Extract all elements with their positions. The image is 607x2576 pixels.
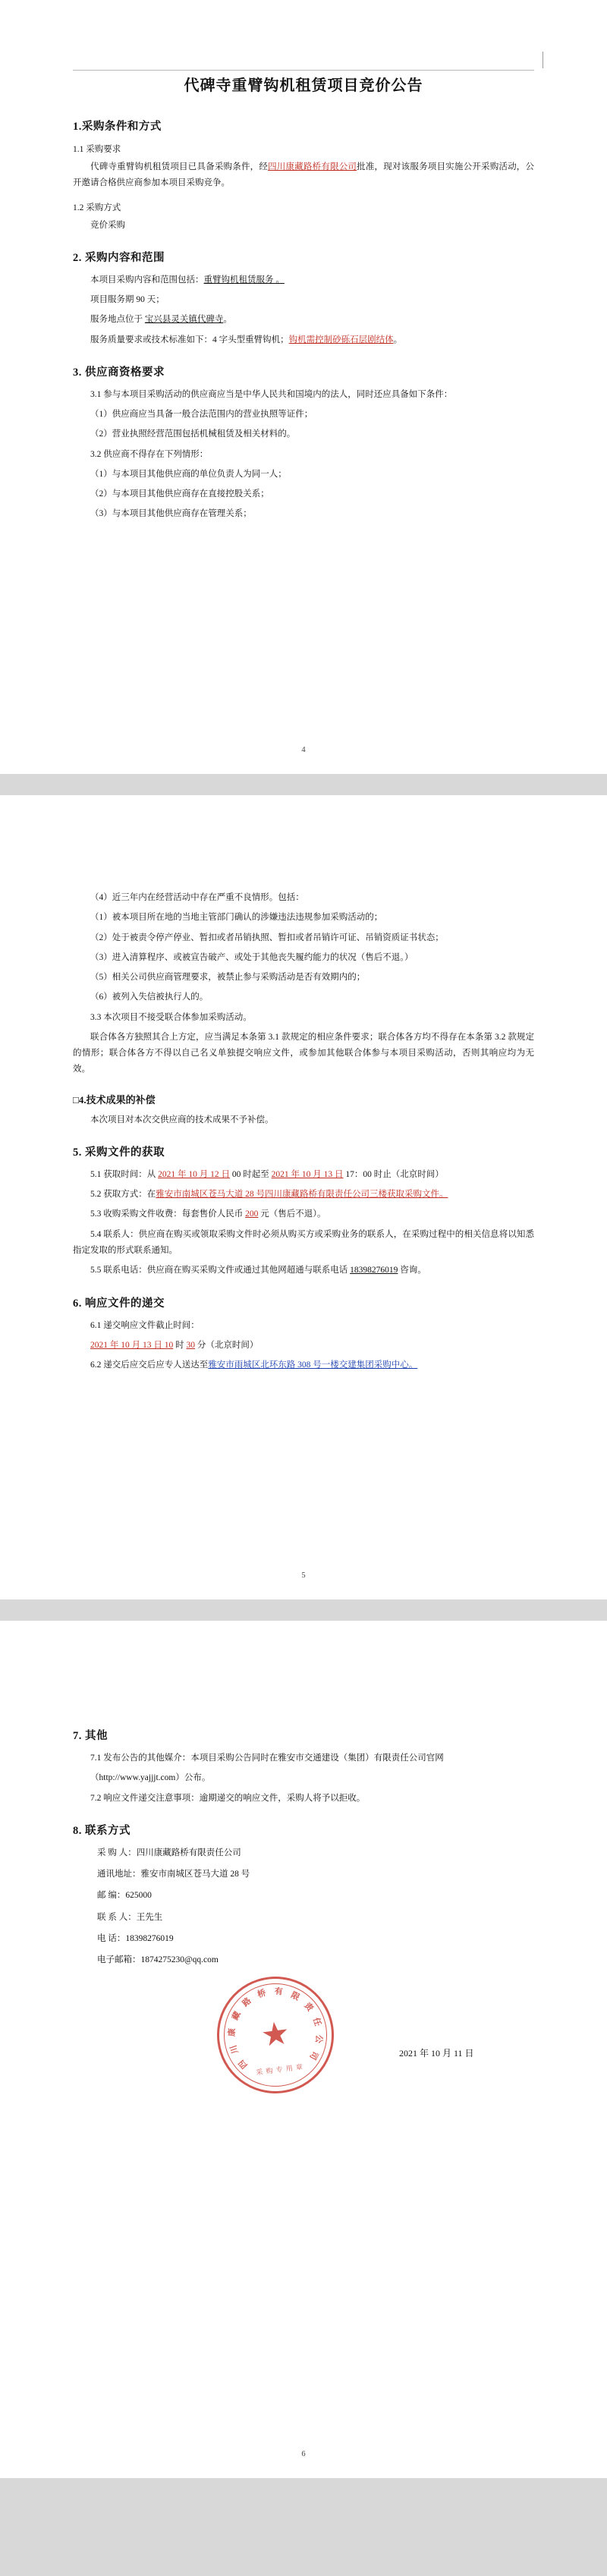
section-1-2-heading: 1.2 采购方式 xyxy=(73,203,121,212)
递交截止-时: 10 xyxy=(164,1340,174,1350)
section-1-1-text-b: 批准，现对该服务项目实施公开采购活动，公开邀请合格供应商参加本项目采购竞争。 xyxy=(73,162,535,188)
section-7-2: 7.2 响应文件递交注意事项：逾期递交的响应文件，采购人将予以拒收。 xyxy=(90,1793,366,1803)
section-3-2-item-5: （5）相关公司供应商管理要求，被禁止参与采购活动是否有效期内的； xyxy=(90,973,366,983)
section-6-2 xyxy=(73,1357,534,1373)
document-page-1 xyxy=(0,0,607,774)
section-4-text: 本次项目对本次交供应商的技术成果不予补偿。 xyxy=(90,1115,274,1124)
document-page-3 xyxy=(0,1621,607,2478)
seal-arc-text: 四 川 康 藏 路 桥 有 限 责 任 公 司 xyxy=(227,1987,324,2071)
section-3-4: 联合体各方独照其合上方定，应当满足本条第 3.1 款规定的相应条件要求；联合体各方均不得存在本条第 3.2 款规定的情形；联合体各方不得以自己名义单独提交响应文件，或参加其他联合体参与本项目采购活动，否则其响应均为无效。 xyxy=(73,1032,534,1074)
tech-standard-value: 钩机需控制砂砾石层剧结体 xyxy=(288,335,394,344)
page-gap-1 xyxy=(0,774,607,795)
section-1-1-text-a: 代碑寺重臂钩机租赁项目已具备采购条件，经 xyxy=(90,162,269,171)
official-seal-stamp xyxy=(210,1971,341,2101)
递交截止-年: 2021 年 xyxy=(90,1340,121,1350)
section-6-2-a: 6.2 递交后应交后应专人送达至 xyxy=(90,1360,209,1370)
section-3-1: 3.1 参与本项目采购活动的供应商应当是中华人民共和国境内的法人，同时还应具备如下条件： xyxy=(90,389,453,399)
section-6-1: 6.1 递交响应文件截止时间： xyxy=(90,1320,200,1330)
section-3-3: 3.3 本次项目不接受联合体参加采购活动。 xyxy=(90,1012,252,1022)
section-5-5-a: 5.5 联系电话：供应商在购买采购文件或通过其他网超通与联系电话 xyxy=(90,1266,351,1275)
company-link[interactable]: 四川康藏路桥有限公司 xyxy=(268,162,357,171)
contact-label: 通讯地址： xyxy=(97,1870,141,1879)
contact-label: 电 话： xyxy=(97,1933,126,1943)
contact-label: 采 购 人： xyxy=(97,1848,137,1857)
section-6-heading: 6. 响应文件的递交 xyxy=(73,1297,165,1310)
contact-row xyxy=(97,1845,534,1861)
section-5-heading: 5. 采购文件的获取 xyxy=(73,1146,165,1159)
section-5-1-a: 5.1 获取时间：从 xyxy=(90,1169,159,1179)
section-1-1-text xyxy=(73,159,534,192)
递交截止-时字: 时 xyxy=(173,1340,187,1350)
section-2-line-4-a: 服务质量要求或技术标准如下：4 字头型重臂钩机； xyxy=(90,335,289,344)
section-3-2-item-4-3: （3）进入清算程序、或被宣告破产、或处于其他丧失履约能力的状况（售后不退。） xyxy=(90,952,414,962)
section-3-2-item-4-1: （1）被本项目所在地的当地主管部门确认的涉嫌违法违规参加采购活动的； xyxy=(90,913,383,923)
section-7-heading: 7. 其他 xyxy=(73,1730,108,1742)
section-5-1 xyxy=(73,1167,534,1183)
section-5-3-a: 5.3 收购采购文件收费：每套售价人民币 xyxy=(90,1209,246,1219)
contact-value: 18398276019 xyxy=(125,1933,174,1943)
递交截止-月: 10 月 xyxy=(121,1340,143,1350)
contact-row xyxy=(97,1867,534,1882)
section-5-4: 5.4 联系人：供应商在购买或领取采购文件时必须从购买方或采购业务的联系人，在采购过程中的相关信息将以知悉指定发取的形式联系通知。 xyxy=(73,1229,534,1255)
section-2-line-3-a: 服务地点位于 xyxy=(90,315,145,325)
section-2-line-3 xyxy=(73,312,534,328)
递交地址: 雅安市雨城区北环东路 308 号一楼交建集团采购中心。 xyxy=(208,1360,418,1370)
section-2-line-4-c: 。 xyxy=(393,335,403,344)
signature-area xyxy=(73,1974,534,2103)
section-3-2-item-4: （4）近三年内在经营活动中存在严重不良情形。包括： xyxy=(90,893,304,902)
section-5-5-b: 咨询。 xyxy=(398,1266,426,1275)
section-2-scope-value: 重臂钩机租赁服务 。 xyxy=(203,275,285,285)
page-number-1: 4 xyxy=(301,746,306,754)
page-gap-2 xyxy=(0,1599,607,1621)
文件售价: 200 xyxy=(245,1209,259,1219)
seal-bottom-text: 采 购 专 用 章 xyxy=(255,2063,304,2077)
section-2-line-1 xyxy=(73,272,534,288)
contact-label: 邮 编： xyxy=(97,1891,126,1901)
section-2-line-4 xyxy=(73,332,534,348)
document-page-2 xyxy=(0,795,607,1599)
section-3-2-item-1: （1）与本项目其他供应商的单位负责人为同一人； xyxy=(90,469,287,479)
获取开始时间: 2021 年 10 月 12 日 xyxy=(158,1169,230,1179)
section-3-1-item-2: （2）营业执照经营范围包括机械租赁及相关材料的。 xyxy=(90,429,296,439)
section-6-1-time xyxy=(73,1338,534,1354)
page-title: 代碑寺重臂钩机租赁项目竞价公告 xyxy=(184,77,423,94)
section-3-2-item-4-2: （2）处于被责令停产停业、暂扣或者吊销执照、暂扣或者吊销许可证、吊销资质证书状态； xyxy=(90,933,444,942)
section-5-2-a: 5.2 获取方式：在 xyxy=(90,1190,156,1200)
contact-value: 625000 xyxy=(125,1891,152,1901)
section-5-1-b: 00 时起至 xyxy=(230,1169,272,1179)
contact-value: 王先生 xyxy=(136,1912,163,1922)
contact-row xyxy=(97,1888,534,1904)
获取地址: 雅安市南城区苍马大道 28 号四川康藏路桥有限责任公司三楼获取采购文件。 xyxy=(156,1190,448,1200)
section-2-line-1-a: 本项目采购内容和范围包括： xyxy=(90,275,204,285)
page-top-rule xyxy=(73,70,534,71)
contact-row xyxy=(97,1931,534,1947)
star-icon: ★ xyxy=(259,2016,292,2055)
contact-value-email[interactable]: 1874275230@qq.com xyxy=(140,1955,219,1965)
page-number-3: 6 xyxy=(301,2450,306,2458)
seal-date: 2021 年 10 月 11 日 xyxy=(399,2048,474,2059)
section-7-1-url: （http://www.yajjjt.com）公布。 xyxy=(90,1773,211,1783)
section-5-3-b: 元（售后不退）。 xyxy=(258,1209,326,1219)
contact-label: 电子邮箱： xyxy=(97,1955,141,1965)
service-location-value: 宝兴县灵关镇代碑寺 xyxy=(144,315,224,325)
咨询电话: 18398276019 xyxy=(350,1266,398,1275)
contact-list xyxy=(73,1845,534,1969)
contact-value: 四川康藏路桥有限责任公司 xyxy=(136,1848,241,1857)
section-7-1-a: 7.1 发布公告的其他媒介：本项目采购公告同时在雅安市交通建设（集团）有限责任公司官网 xyxy=(90,1754,444,1763)
contact-row xyxy=(97,1952,534,1968)
递交截止-分字: 分（北京时间） xyxy=(195,1340,259,1350)
section-5-5 xyxy=(73,1263,534,1279)
section-3-heading: 3. 供应商资格要求 xyxy=(73,366,165,379)
page-number-2: 5 xyxy=(301,1571,306,1580)
section-3-2: 3.2 供应商不得存在下列情形： xyxy=(90,449,209,459)
获取结束时间: 2021 年 10 月 13 日 xyxy=(271,1169,344,1179)
section-1-1-heading: 1.1 采购要求 xyxy=(73,145,121,154)
section-3-2-item-2: （2）与本项目其他供应商存在直接控股关系； xyxy=(90,489,269,499)
section-5-3 xyxy=(73,1206,534,1222)
section-2-line-3-c: 。 xyxy=(223,315,232,325)
递交截止-分: 30 xyxy=(186,1340,195,1350)
section-2-heading: 2. 采购内容和范围 xyxy=(73,251,165,264)
section-3-2-item-3: （3）与本项目其他供应商存在管理关系； xyxy=(90,509,252,519)
section-4-heading: □4.技术成果的补偿 xyxy=(73,1093,156,1106)
section-4-heading-row xyxy=(73,1092,534,1106)
section-1-heading: 1.采购条件和方式 xyxy=(73,121,162,133)
section-8-heading: 8. 联系方式 xyxy=(73,1824,131,1837)
contact-label: 联 系 人： xyxy=(97,1912,137,1922)
section-5-1-c: 17：00 时止（北京时间） xyxy=(343,1169,444,1179)
section-2-line-2: 项目服务期 90 天； xyxy=(90,295,165,305)
section-3-1-item-1: （1）供应商应当具备一般合法范围内的营业执照等证件； xyxy=(90,410,313,420)
section-7-1 xyxy=(73,1750,534,1766)
section-1-2-text: 竞价采购 xyxy=(90,220,125,230)
section-5-2 xyxy=(73,1187,534,1203)
contact-row xyxy=(97,1910,534,1926)
section-3-2-item-6: （6）被列入失信被执行人的。 xyxy=(90,992,209,1002)
contact-value: 雅安市南城区苍马大道 28 号 xyxy=(140,1870,250,1879)
递交截止-日: 13 日 xyxy=(143,1340,165,1350)
